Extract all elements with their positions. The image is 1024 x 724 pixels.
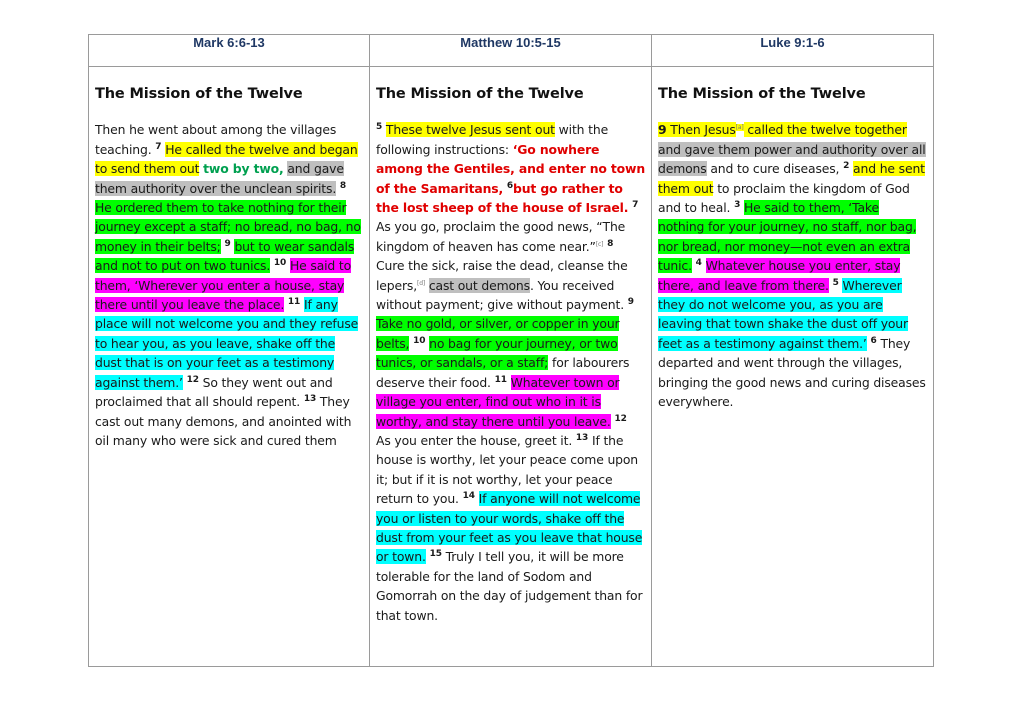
synopsis-table [88,34,934,667]
highlight-gray: and gave them authority over the unclean spirits. [95,161,344,196]
verse-number: 2 [843,161,850,172]
matthew-text: As you enter the house, greet it. [376,432,573,448]
footnote-marker: [d] [417,279,426,287]
red-text: but go rather to the lost sheep of the house of Israel. [376,180,629,216]
luke-text: and to cure diseases, [706,161,844,177]
luke-title: The Mission of the Twelve [658,86,866,102]
highlight-yellow: Then Jesus [670,122,736,138]
luke-text: to proclaim the kingdom of God and to heal. [658,180,910,216]
verse-number: 8 [339,180,347,191]
highlight-cyan: Wherever they do not welcome you, as you are leaving that town shake the dust off your feet as a testimony against them.’ [658,277,908,351]
header-luke: Luke 9:1-6 [652,35,934,67]
highlight-gray: cast out demons [428,277,530,293]
verse-number: 6 [870,335,877,346]
matthew-column [370,67,652,667]
verse-number: 11 [287,296,301,307]
verse-number: 6 [506,180,514,191]
header-row [89,35,934,67]
matthew-title: The Mission of the Twelve [376,86,584,102]
highlight-yellow: He called the twelve and began to send them out [95,141,358,177]
verse-number: 9 [224,238,231,249]
highlight-green: He said to them, ‘Take nothing for your journey, no staff, nor bag, nor bread, nor money—not even an extra tunic. [658,200,917,274]
matthew-text: for labourers deserve their food. [376,355,630,390]
matthew-text: with the following instructions: [376,122,609,157]
verse-number: 5 [832,277,839,288]
matthew-text [376,120,645,625]
highlight-magenta: He said to them, ‘Wherever you enter a house, stay there until you leave the place. [95,258,352,313]
highlight-green: Take no gold, or silver, or copper in your belts, [376,316,620,351]
footnote-marker: [c] [595,240,604,248]
highlight-yellow: and he sent them out [658,161,925,196]
verse-number: 7 [632,199,639,210]
mark-column [89,67,370,667]
highlight-cyan: If any place will not welcome you and they refuse to hear you, as you leave, shake off the dust that is on your feet as a testimony against them.’ [95,297,359,390]
verse-number: 3 [734,199,741,210]
mark-title: The Mission of the Twelve [95,86,303,102]
mark-text: They cast out many demons, and anointed with oil many who were sick and cured them [95,394,352,448]
verse-number: 5 [376,122,383,133]
highlight-gray: and gave them power and authority over all demons [658,141,926,177]
highlight-magenta: Whatever town or village you enter, find out who in it is worthy, and stay there until you leave. [376,374,620,429]
highlight-green: no bag for your journey, or two tunics, or sandals, or a staff; [376,335,618,371]
content-row [89,67,934,667]
verse-number: 15 [429,549,442,560]
highlight-magenta: Whatever house you enter, stay there, and leave from there. [658,258,901,293]
mark-text: So they went out and proclaimed that all should repent. [95,374,333,410]
verse-number: 9 [658,122,667,138]
verse-number: 8 [607,238,614,249]
verse-number: 12 [614,413,627,424]
verse-number: 13 [575,432,589,443]
green-text: two by two, [203,161,284,177]
luke-text [658,120,927,411]
mark-text [95,120,363,450]
highlight-green: but to wear sandals and not to put on two tunics. [95,238,355,274]
verse-number: 9 [627,296,634,307]
matthew-text: If the house is worthy, let your peace come upon it; but if it is not worthy, let your peace return to you. [376,432,639,507]
luke-column [652,67,934,667]
verse-number: 14 [462,491,475,501]
luke-text: They departed and went through the villages, bringing the good news and curing diseases everywhere. [658,335,926,410]
highlight-green: He ordered them to take nothing for their journey except a staff; no bread, no bag, no money in their belts; [95,200,361,254]
highlight-yellow: These twelve Jesus sent out [385,122,555,138]
matthew-text: Truly I tell you, it will be more tolerable for the land of Sodom and Gomorrah on the day of judgement than for that town. [376,549,643,623]
verse-number: 10 [273,258,287,269]
verse-number: 4 [695,258,702,269]
red-text: ‘Go nowhere among the Gentiles, and enter no town of the Samaritans, [376,141,646,196]
verse-number: 7 [155,141,162,152]
footnote-marker: [a] [735,124,744,132]
verse-number: 13 [303,393,317,404]
header-matthew: Matthew 10:5-15 [370,35,652,67]
matthew-text: . You received without payment; give without payment. [376,277,624,313]
header-mark: Mark 6:6-13 [89,35,370,67]
verse-number: 11 [494,374,507,385]
matthew-text: As you go, proclaim the good news, “The kingdom of heaven has come near.” [376,219,626,254]
verse-number: 10 [413,335,426,346]
mark-text-1: Then he went about among the villages teaching. [95,122,337,157]
matthew-text: Cure the sick, raise the dead, cleanse the lepers, [376,258,628,293]
verse-number: 12 [186,374,199,385]
highlight-cyan: If anyone will not welcome you or listen to your words, shake off the dust from your feet as you leave that house or town. [376,491,643,565]
highlight-yellow: called the twelve together [743,122,907,138]
